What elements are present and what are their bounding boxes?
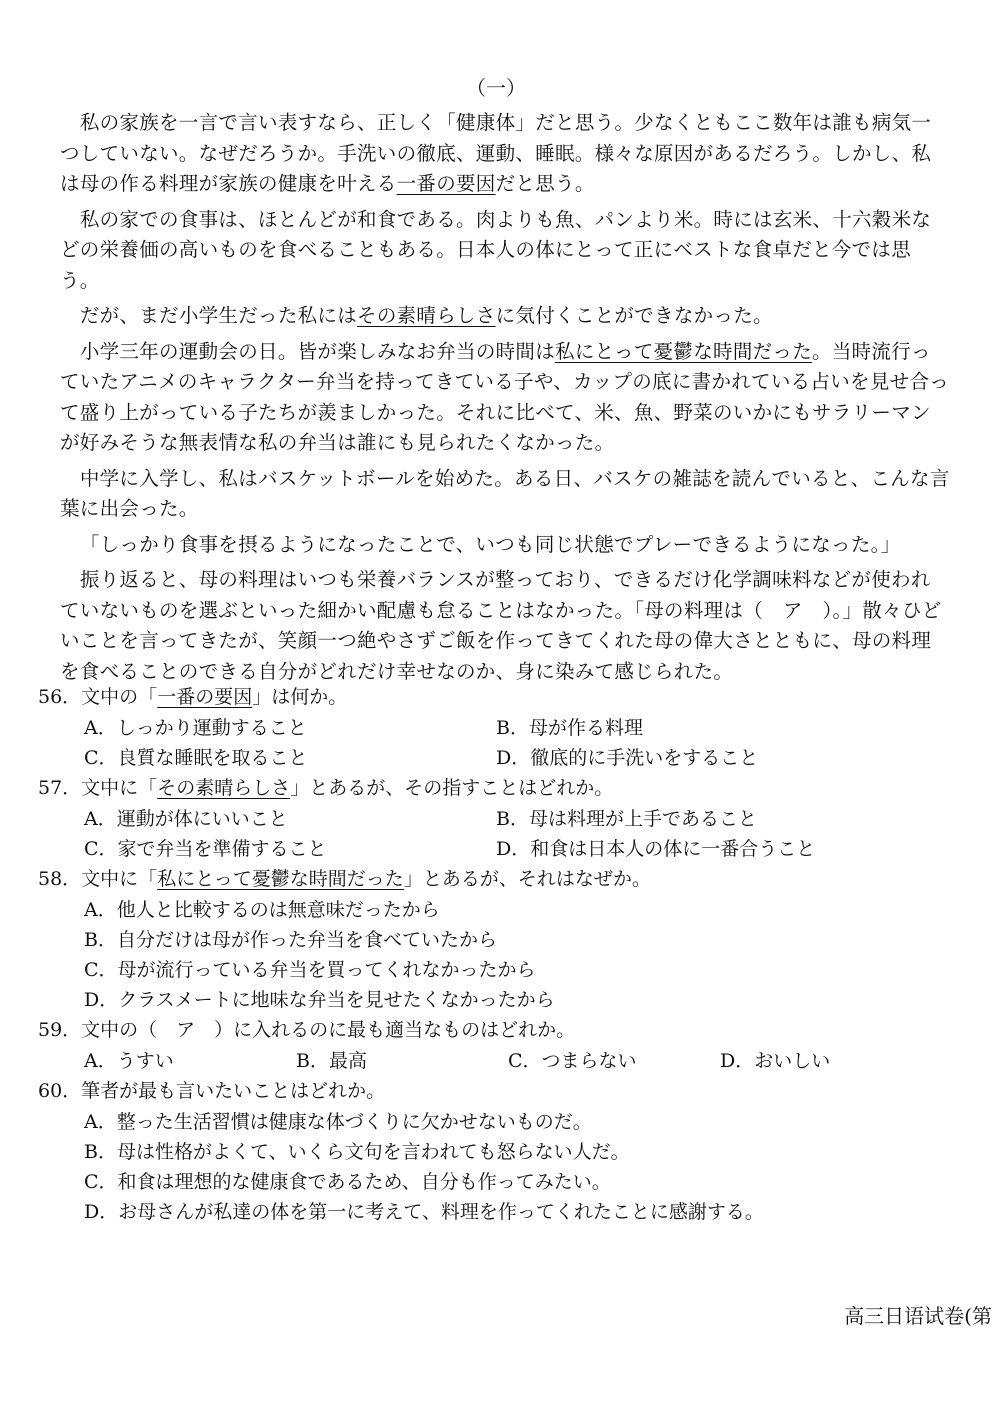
passage-text: だが、まだ小学生だった私には bbox=[79, 304, 358, 327]
answer-options bbox=[38, 1107, 958, 1227]
stem-text: 56．文中の「 bbox=[38, 686, 158, 708]
option-c[interactable]: C．和食は理想的な健康食であるため、自分も作ってみたい。 bbox=[84, 1171, 611, 1193]
option-a[interactable]: A．うすい bbox=[84, 1050, 174, 1072]
stem-underlined: その素晴らしさ bbox=[157, 777, 291, 799]
passage-text: 私の家族を一言で言い表すなら、正しく「健康体」だと思う。少なくともここ数年は誰も病気一つしていない。なぜだろうか。手洗いの徹底、運動、睡眠。様々な原因があるだろう。しかし、私は母の作る料理が家族の健康を叶える bbox=[60, 111, 932, 195]
question-list bbox=[38, 682, 958, 1227]
question-stem bbox=[38, 773, 958, 804]
passage-quote bbox=[60, 530, 950, 561]
option-d[interactable]: D．お母さんが私達の体を第一に考えて、料理を作ってくれたことに感謝する。 bbox=[84, 1201, 764, 1223]
answer-options bbox=[38, 713, 958, 773]
question-60 bbox=[38, 1076, 958, 1227]
underlined-phrase-2: その素晴らしさ bbox=[357, 304, 496, 327]
option-d[interactable]: D．クラスメートに地味な弁当を見せたくなかったから bbox=[84, 989, 555, 1011]
passage-paragraph-1 bbox=[60, 108, 950, 200]
question-56 bbox=[38, 682, 958, 773]
answer-options bbox=[38, 1046, 958, 1076]
option-c[interactable]: C．良質な睡眠を取ること bbox=[84, 747, 308, 769]
passage-paragraph-2 bbox=[60, 205, 950, 297]
answer-options bbox=[38, 895, 958, 1015]
passage-paragraph-5 bbox=[60, 464, 950, 525]
passage-text: 振り返ると、母の料理はいつも栄養バランスが整っており、できるだけ化学調味料などが使われていないものを選ぶといった細かい配慮も怠ることはなかった。「母の料理は（ ア ）。」散々ひどいことを言ってきたが、笑顔一つ絶やさずご飯を作ってきてくれた母の偉大さとともに、母の料理を食べることのできる自分がどれだけ幸せなのか、身に染みて感じられた。 bbox=[60, 568, 942, 683]
option-c[interactable]: C．家で弁当を準備すること bbox=[84, 838, 327, 860]
answer-options bbox=[38, 804, 958, 864]
page-footer: 高三日语试卷(第 bbox=[844, 1304, 992, 1328]
option-a[interactable]: A．運動が体にいいこと bbox=[84, 808, 288, 830]
option-a[interactable]: A．しっかり運動すること bbox=[84, 717, 307, 739]
stem-text: 」は何か。 bbox=[252, 686, 348, 708]
option-b[interactable]: B．母は性格がよくて、いくら文句を言われても怒らない人だ。 bbox=[84, 1141, 630, 1163]
passage-text: 。当時流行っていたアニメのキャラクター弁当を持ってきている子や、カップの底に書かれている占いを見せ合って盛り上がっている子たちが羨ましかった。それに比べて、米、魚、野菜のいかにもサラリーマンが好みそうな無表情な私の弁当は誰にも見られたくなかった。 bbox=[60, 339, 950, 454]
option-d[interactable]: D．おいしい bbox=[720, 1050, 831, 1072]
question-stem bbox=[38, 864, 958, 895]
passage-paragraph-3 bbox=[60, 301, 950, 332]
question-57 bbox=[38, 773, 958, 864]
question-59 bbox=[38, 1015, 958, 1076]
option-d[interactable]: D．和食は日本人の体に一番合うこと bbox=[496, 838, 816, 860]
option-c[interactable]: C．つまらない bbox=[508, 1050, 637, 1072]
option-d[interactable]: D．徹底的に手洗いをすること bbox=[496, 747, 759, 769]
option-a[interactable]: A．整った生活習慣は健康な体づくりに欠かせないものだ。 bbox=[84, 1111, 592, 1133]
option-c[interactable]: C．母が流行っている弁当を買ってくれなかったから bbox=[84, 959, 536, 981]
passage-text: だと思う。 bbox=[495, 172, 595, 195]
passage-paragraph-7 bbox=[60, 565, 950, 687]
option-b[interactable]: B．最高 bbox=[296, 1050, 367, 1072]
reading-passage bbox=[60, 108, 950, 692]
option-a[interactable]: A．他人と比較するのは無意味だったから bbox=[84, 899, 440, 921]
stem-text: 58．文中に「 bbox=[38, 868, 158, 890]
underlined-phrase-3: 私にとって憂鬱な時間だった bbox=[555, 339, 813, 363]
section-title: （一） bbox=[466, 76, 526, 100]
option-b[interactable]: B．母が作る料理 bbox=[496, 717, 643, 739]
passage-text: に気付くことができなかった。 bbox=[495, 304, 773, 327]
passage-text: 「しっかり食事を摂るようになったことで、いつも同じ状態でプレーできるようになった。」 bbox=[79, 532, 901, 556]
passage-text: 私の家での食事は、ほとんどが和食である。肉よりも魚、パンより米。時には玄米、十六穀米などの栄養価の高いものを食べることもある。日本人の体にとって正にベストな食卓だと今では思う。 bbox=[60, 207, 932, 292]
stem-text: 57．文中に「 bbox=[38, 777, 158, 799]
option-b[interactable]: B．母は料理が上手であること bbox=[496, 808, 757, 830]
stem-text: 」とあるが、その指すことはどれか。 bbox=[290, 777, 614, 799]
stem-text: 」とあるが、それはなぜか。 bbox=[403, 868, 651, 890]
passage-paragraph-4 bbox=[60, 337, 950, 459]
question-stem: 60．筆者が最も言いたいことはどれか。 bbox=[38, 1080, 386, 1102]
question-58 bbox=[38, 864, 958, 1015]
stem-underlined: 一番の要因 bbox=[157, 686, 253, 708]
stem-underlined: 私にとって憂鬱な時間だった bbox=[157, 868, 404, 890]
question-stem: 59．文中の（ ア ）に入れるのに最も適当なものはどれか。 bbox=[38, 1019, 576, 1041]
passage-text: 中学に入学し、私はバスケットボールを始めた。ある日、バスケの雑誌を読んでいると、こんな言葉に出会った。 bbox=[60, 466, 950, 520]
option-b[interactable]: B．自分だけは母が作った弁当を食べていたから bbox=[84, 929, 497, 951]
passage-text: 小学三年の運動会の日。皆が楽しみなお弁当の時間は bbox=[79, 339, 556, 363]
question-stem bbox=[38, 682, 958, 713]
underlined-phrase-1: 一番の要因 bbox=[396, 172, 496, 195]
